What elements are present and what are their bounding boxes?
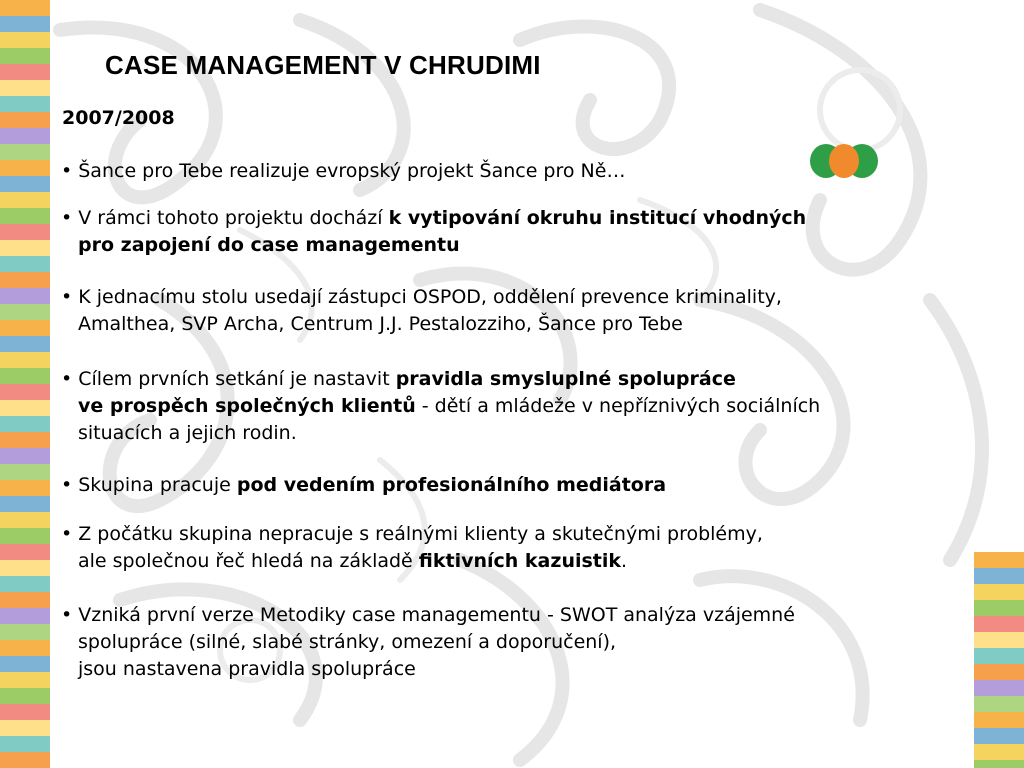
stripe-band xyxy=(0,112,50,128)
bullet-line xyxy=(61,205,806,232)
stripe-band xyxy=(0,96,50,112)
stripe-band xyxy=(0,656,50,672)
stripe-band xyxy=(0,80,50,96)
stripe-band xyxy=(0,352,50,368)
stripe-band xyxy=(974,664,1024,680)
bullet-dot: • xyxy=(61,160,79,182)
bullet-line xyxy=(61,420,820,447)
stripe-band xyxy=(0,528,50,544)
stripe-band xyxy=(0,544,50,560)
bullet-line xyxy=(61,472,666,499)
bullet-line xyxy=(61,629,795,656)
stripe-band xyxy=(974,680,1024,696)
bullet-dot: • xyxy=(61,474,79,496)
stripe-band xyxy=(974,600,1024,616)
bold-text: ve prospěch společných klientů xyxy=(78,395,416,417)
bullet-line xyxy=(61,393,820,420)
stripe-band xyxy=(0,704,50,720)
bullet-line xyxy=(61,548,763,575)
stripe-band xyxy=(974,632,1024,648)
stripe-band xyxy=(0,304,50,320)
stripe-band xyxy=(0,576,50,592)
stripe-band xyxy=(974,568,1024,584)
bullet-dot: • xyxy=(61,368,79,390)
stripe-band xyxy=(0,720,50,736)
stripe-band xyxy=(0,176,50,192)
bullet-line xyxy=(61,366,820,393)
text: V rámci tohoto projektu dochází xyxy=(78,207,389,229)
text: Amalthea, SVP Archa, Centrum J.J. Pestalozziho, Šance pro Tebe xyxy=(78,313,683,335)
bullet-line xyxy=(61,656,795,683)
bold-text: fiktivních kazuistik xyxy=(418,550,622,572)
stripe-band xyxy=(974,760,1024,768)
bullet-line xyxy=(61,602,795,629)
stripe-band xyxy=(0,192,50,208)
text: ale společnou řeč hledá na základě xyxy=(78,550,419,572)
stripe-band xyxy=(0,416,50,432)
text: Cílem prvních setkání je nastavit xyxy=(78,368,396,390)
stripe-band xyxy=(974,616,1024,632)
text: situacích a jejich rodin. xyxy=(78,422,297,444)
stripe-band xyxy=(0,384,50,400)
stripe-band xyxy=(974,728,1024,744)
bold-text: k vytipování okruhu institucí vhodných xyxy=(388,207,807,229)
bold-text: pravidla smysluplné spolupráce xyxy=(395,368,736,390)
bullet-item-4 xyxy=(61,366,820,447)
stripe-band xyxy=(0,688,50,704)
bullet-line xyxy=(61,232,806,259)
stripe-band xyxy=(0,448,50,464)
bullet-item-6 xyxy=(61,521,763,575)
stripe-band xyxy=(0,464,50,480)
stripe-band xyxy=(0,144,50,160)
bullet-item-1 xyxy=(61,158,625,185)
bullet-item-7 xyxy=(61,602,795,683)
slide-title: CASE MANAGEMENT V CHRUDIMI xyxy=(105,50,541,80)
stripe-band xyxy=(0,48,50,64)
stripe-band xyxy=(0,256,50,272)
text: - dětí a mládeže v nepříznivých sociálních xyxy=(415,395,821,417)
stripe-band xyxy=(974,648,1024,664)
stripe-band xyxy=(0,736,50,752)
stripe-band xyxy=(0,16,50,32)
text: Skupina pracuje xyxy=(78,474,237,496)
stripe-band xyxy=(0,368,50,384)
stripe-band xyxy=(0,560,50,576)
stripe-band xyxy=(0,592,50,608)
stripe-band xyxy=(0,480,50,496)
stripe-band xyxy=(0,496,50,512)
text: Šance pro Tebe realizuje evropský projekt Šance pro Ně… xyxy=(78,160,626,182)
stripe-band xyxy=(0,272,50,288)
stripe-band xyxy=(0,512,50,528)
stripe-band xyxy=(0,336,50,352)
stripe-band xyxy=(974,552,1024,568)
bullet-line xyxy=(61,521,763,548)
stripe-band xyxy=(0,288,50,304)
text: Z počátku skupina nepracuje s reálnými klienty a skutečnými problémy, xyxy=(78,523,763,545)
stripe-band xyxy=(0,32,50,48)
text: . xyxy=(621,550,628,572)
bullet-dot: • xyxy=(61,604,79,626)
stripe-band xyxy=(0,752,50,768)
right-color-stripe xyxy=(974,552,1024,768)
three-circles-logo-icon xyxy=(808,141,880,181)
slide-year: 2007/2008 xyxy=(62,107,175,129)
stripe-band xyxy=(0,64,50,80)
stripe-band xyxy=(974,712,1024,728)
stripe-band xyxy=(0,432,50,448)
stripe-band xyxy=(0,400,50,416)
left-color-stripe xyxy=(0,0,50,768)
bullet-item-5 xyxy=(61,472,666,499)
stripe-band xyxy=(974,696,1024,712)
bullet-dot: • xyxy=(61,523,79,545)
stripe-band xyxy=(0,608,50,624)
stripe-band xyxy=(0,208,50,224)
bullet-line xyxy=(61,311,782,338)
bullet-dot: • xyxy=(61,286,79,308)
stripe-band xyxy=(0,0,50,16)
stripe-band xyxy=(0,240,50,256)
bullet-line xyxy=(61,284,782,311)
stripe-band xyxy=(0,224,50,240)
text: Vzniká první verze Metodiky case managementu - SWOT analýza vzájemné xyxy=(78,604,795,626)
bullet-item-3 xyxy=(61,284,782,338)
stripe-band xyxy=(0,624,50,640)
bullet-dot: • xyxy=(61,207,79,229)
stripe-band xyxy=(974,744,1024,760)
bullet-item-2 xyxy=(61,205,806,259)
stripe-band xyxy=(0,672,50,688)
stripe-band xyxy=(0,320,50,336)
stripe-band xyxy=(0,160,50,176)
stripe-band xyxy=(0,128,50,144)
bullet-line xyxy=(61,158,625,185)
stripe-band xyxy=(0,640,50,656)
stripe-band xyxy=(974,584,1024,600)
text: K jednacímu stolu usedají zástupci OSPOD, oddělení prevence kriminality, xyxy=(78,286,782,308)
bold-text: pro zapojení do case managementu xyxy=(78,234,460,256)
bold-text: pod vedením profesionálního mediátora xyxy=(236,474,667,496)
text: spolupráce (silné, slabé stránky, omezení a doporučení), xyxy=(78,631,617,653)
text: jsou nastavena pravidla spolupráce xyxy=(78,658,416,680)
